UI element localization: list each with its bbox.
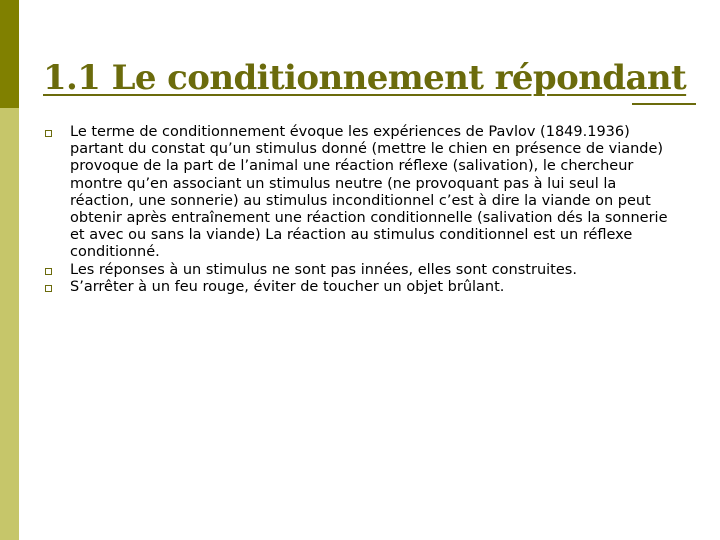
bullet-text: Les réponses à un stimulus ne sont pas innées, elles sont construites. xyxy=(70,261,577,278)
bullet-text: Le terme de conditionnement évoque les expériences de Pavlov (1849.1936) partant du constat qu’un stimulus donné (mettre le chien en présence de viande) provoque de la part de l’animal une réaction réflexe (salivation), le chercheur montre qu’en associant un stimulus neutre (ne provoquant pas à lui seul la réaction, une sonnerie) au stimulus inconditionnel c’est à dire la viande on peut obtenir après entraînement une réaction conditionnelle (salivation dés la sonnerie et avec ou sans la viande) La réaction au stimulus conditionnel est un réflexe conditionné. xyxy=(70,124,668,261)
slide-title: 1.1 Le conditionnement répondant xyxy=(43,58,687,98)
square-bullet-icon xyxy=(45,285,52,292)
list-item xyxy=(45,124,675,262)
list-item xyxy=(45,279,675,296)
bullet-text: S’arrêter à un feu rouge, éviter de toucher un objet brûlant. xyxy=(70,278,505,295)
left-accent-bar-bottom xyxy=(0,108,19,540)
left-accent-bar-top xyxy=(0,0,19,108)
square-bullet-icon xyxy=(45,130,52,137)
title-underline-rule xyxy=(632,103,696,105)
list-item xyxy=(45,262,675,279)
square-bullet-icon xyxy=(45,268,52,275)
bullet-list xyxy=(45,124,675,296)
